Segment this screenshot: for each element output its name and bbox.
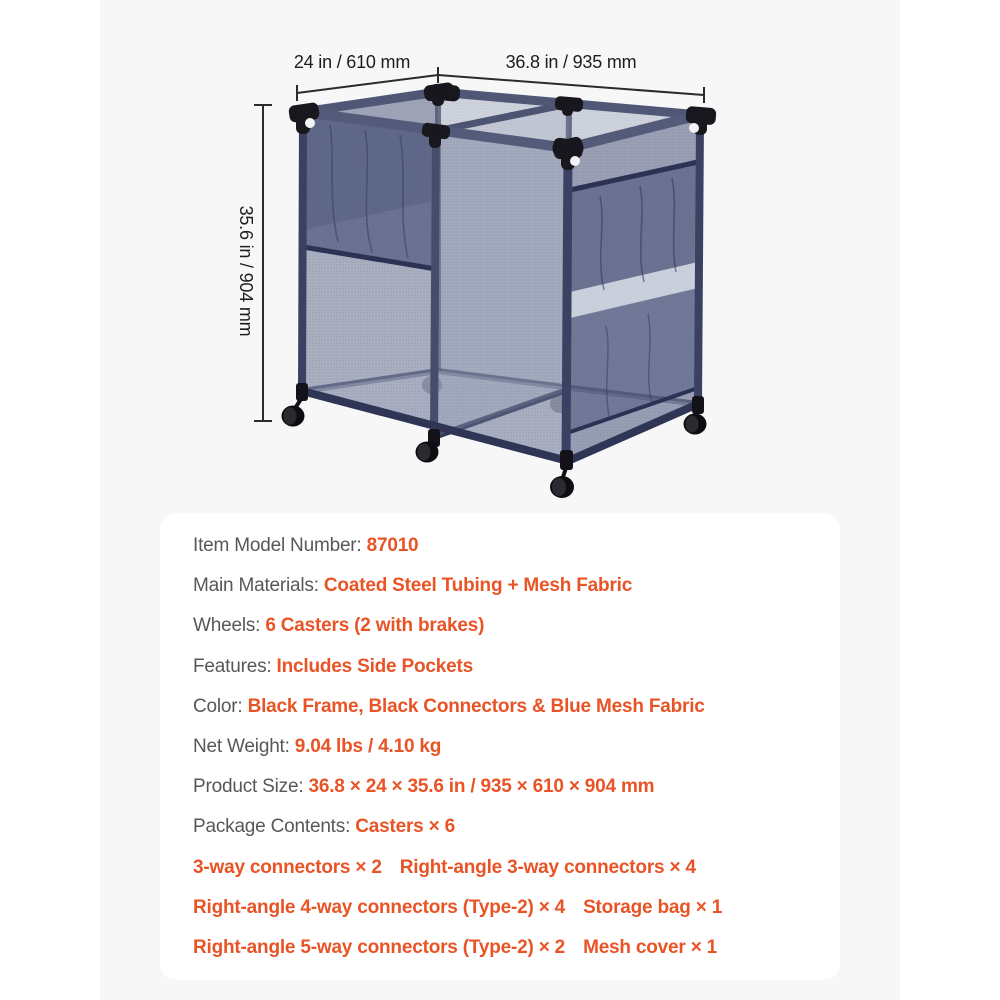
- spec-label: Color:: [193, 695, 248, 717]
- spec-row-features: [193, 647, 810, 687]
- spec-value: Right-angle 4-way connectors (Type-2) × 4: [193, 896, 566, 918]
- spec-label: Net Weight:: [193, 735, 295, 757]
- cart-illustration: [100, 0, 900, 515]
- width-dimension-label: 36.8 in / 935 mm: [505, 52, 637, 72]
- spec-row-package-contents: [193, 807, 810, 847]
- depth-dimension-label: 24 in / 610 mm: [293, 52, 411, 72]
- spec-value: Casters × 6: [355, 816, 455, 838]
- spec-row-model: [193, 526, 810, 566]
- spec-label: Product Size:: [193, 776, 309, 798]
- spec-value: Storage bag × 1: [583, 896, 723, 918]
- spec-value: Right-angle 3-way connectors × 4: [399, 856, 696, 878]
- spec-card: [160, 513, 840, 980]
- spec-value: 36.8 × 24 × 35.6 in / 935 × 610 × 904 mm: [308, 776, 655, 798]
- spec-value: 9.04 lbs / 4.10 kg: [294, 735, 442, 757]
- spec-value: Black Frame, Black Connectors & Blue Mesh Fabric: [247, 695, 705, 717]
- spec-label: Package Contents:: [193, 816, 356, 838]
- spec-value: 6 Casters (2 with brakes): [265, 615, 485, 637]
- spec-label: Main Materials:: [193, 575, 324, 597]
- spec-value: Coated Steel Tubing + Mesh Fabric: [323, 575, 633, 597]
- spec-row-wheels: [193, 606, 810, 646]
- spec-row-size: [193, 767, 810, 807]
- spec-row-package-1: [193, 848, 810, 888]
- spec-row-package-3: [193, 928, 810, 968]
- spec-label: Features:: [193, 655, 277, 677]
- spec-value: 3-way connectors × 2: [193, 856, 382, 878]
- spec-value: 87010: [366, 535, 419, 556]
- spec-label: Wheels:: [193, 615, 266, 637]
- spec-value: Mesh cover × 1: [583, 936, 718, 958]
- spec-row-materials: [193, 566, 810, 606]
- height-dimension-label: 35.6 in / 904 mm: [236, 205, 256, 337]
- spec-row-color: [193, 687, 810, 727]
- spec-row-weight: [193, 727, 810, 767]
- spec-row-package-2: [193, 888, 810, 928]
- spec-value: Right-angle 5-way connectors (Type-2) × 2: [193, 936, 566, 958]
- spec-value: Includes Side Pockets: [276, 655, 473, 677]
- spec-label: Item Model Number:: [193, 535, 367, 556]
